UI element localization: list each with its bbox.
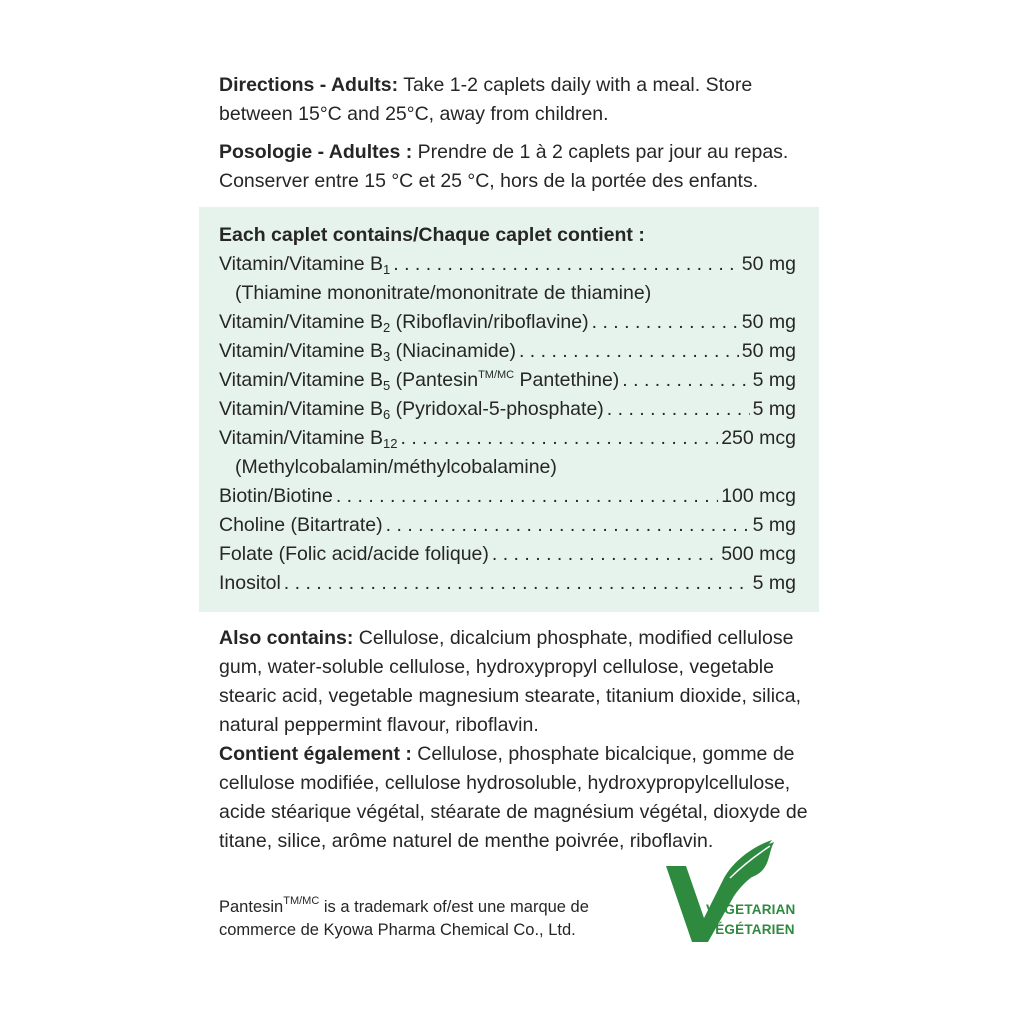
also-contains-label-fr: Contient également : — [219, 743, 412, 765]
ingredient-subscript: 3 — [383, 349, 391, 364]
ingredient-name — [219, 250, 390, 279]
ingredient-amount: 5 mg — [752, 369, 796, 391]
ingredient-row — [219, 308, 796, 337]
ingredient-source: (Thiamine mononitrate/mononitrate de thiamine) — [235, 282, 652, 304]
directions-label-en: Directions - Adults: — [219, 74, 399, 96]
ingredient-amount: 50 mg — [741, 253, 796, 275]
ingredient-name — [219, 482, 333, 511]
ingredient-subscript: 12 — [383, 436, 398, 451]
also-contains-en — [219, 624, 809, 740]
ingredient-row — [219, 540, 796, 569]
ingredient-row — [219, 250, 796, 279]
ingredients-list — [219, 250, 796, 598]
dot-leader — [622, 366, 749, 395]
ingredient-name — [219, 511, 383, 540]
ingredient-row — [219, 511, 796, 540]
dot-leader — [592, 308, 739, 337]
ingredients-heading: Each caplet contains/Chaque caplet contient : — [219, 224, 645, 246]
ingredient-amount: 100 mcg — [721, 485, 796, 507]
vegetarian-label-fr: VÉGÉTARIEN — [706, 922, 795, 937]
ingredient-amount: 50 mg — [741, 340, 796, 362]
ingredient-name — [219, 366, 619, 395]
also-contains-label-en: Also contains: — [219, 627, 354, 649]
ingredient-amount: 250 mcg — [721, 427, 796, 449]
also-contains-text-fr: Cellulose, phosphate bicalcique, gomme de cellulose modifiée, cellulose hydrosoluble, hydroxypropylcellulose, acide stéarique végétal, stéarate de magnésium végétal, dioxyde de titane, silice, arôme naturel de menthe poivrée, riboflavin. — [219, 743, 808, 852]
ingredient-name-text: Vitamin/Vitamine B — [219, 398, 384, 420]
dot-leader — [386, 511, 750, 540]
ingredient-name — [219, 424, 398, 453]
ingredient-form: (Pantesin — [390, 369, 479, 391]
trademark-sup: TM/MC — [283, 895, 320, 907]
directions-text-en: Take 1-2 caplets daily with a meal. Store between 15°C and 25°C, away from children. — [219, 74, 753, 125]
dot-leader — [284, 569, 750, 598]
directions-adults-en — [219, 71, 819, 129]
ingredient-amount: 5 mg — [752, 514, 796, 536]
directions-text-fr: Prendre de 1 à 2 caplets par jour au repas. Conserver entre 15 °C et 25 °C, hors de la portée des enfants. — [219, 141, 789, 192]
ingredient-note — [219, 279, 796, 308]
dot-leader — [607, 395, 750, 424]
ingredient-form: (Pyridoxal-5-phosphate) — [390, 398, 604, 420]
ingredient-row — [219, 482, 796, 511]
ingredient-form: (Riboflavin/riboflavine) — [390, 311, 589, 333]
dot-leader — [393, 250, 739, 279]
also-contains-text-en: Cellulose, dicalcium phosphate, modified cellulose gum, water-soluble cellulose, hydroxypropyl cellulose, vegetable stearic acid, vegetable magnesium stearate, titanium dioxide, silica, natural peppermint flavour, riboflavin. — [219, 627, 802, 736]
ingredient-amount: 5 mg — [752, 572, 796, 594]
trademark-note — [219, 896, 659, 942]
trademark-superscript: TM/MC — [478, 369, 515, 381]
ingredient-name-text: Vitamin/Vitamine B — [219, 311, 384, 333]
ingredient-name — [219, 540, 489, 569]
ingredient-row — [219, 395, 796, 424]
ingredient-name — [219, 569, 281, 598]
ingredient-name — [219, 337, 516, 366]
dot-leader — [519, 337, 739, 366]
ingredient-row — [219, 366, 796, 395]
ingredient-name-text: Vitamin/Vitamine B — [219, 427, 384, 449]
ingredient-subscript: 1 — [383, 262, 391, 277]
ingredient-name-text: Choline (Bitartrate) — [219, 514, 383, 536]
ingredient-subscript: 6 — [383, 407, 391, 422]
trademark-name: Pantesin — [219, 898, 284, 916]
ingredient-name-text: Inositol — [219, 572, 281, 594]
trademark-text: is a trademark of/est une marque de commerce de Kyowa Pharma Chemical Co., Ltd. — [219, 898, 589, 939]
ingredient-name-text: Vitamin/Vitamine B — [219, 369, 384, 391]
ingredient-subscript: 5 — [383, 378, 391, 393]
ingredient-amount: 5 mg — [752, 398, 796, 420]
ingredient-form: Pantethine) — [514, 369, 620, 391]
ingredient-row — [219, 424, 796, 453]
vegetarian-label-en: VEGETARIAN — [706, 902, 796, 917]
directions-adults-fr — [219, 138, 799, 196]
ingredient-source: (Methylcobalamin/méthylcobalamine) — [235, 456, 557, 478]
ingredient-amount: 500 mcg — [721, 543, 796, 565]
ingredient-name-text: Vitamin/Vitamine B — [219, 253, 384, 275]
ingredient-name-text: Biotin/Biotine — [219, 485, 333, 507]
ingredient-row — [219, 569, 796, 598]
dot-leader — [401, 424, 719, 453]
ingredient-subscript: 2 — [383, 320, 391, 335]
ingredient-name — [219, 395, 604, 424]
dot-leader — [336, 482, 718, 511]
ingredient-row — [219, 337, 796, 366]
directions-label-fr: Posologie - Adultes : — [219, 141, 413, 163]
dot-leader — [492, 540, 718, 569]
ingredient-form: (Niacinamide) — [390, 340, 516, 362]
ingredient-name-text: Folate (Folic acid/acide folique) — [219, 543, 489, 565]
ingredient-name-text: Vitamin/Vitamine B — [219, 340, 384, 362]
ingredient-name — [219, 308, 589, 337]
ingredient-amount: 50 mg — [741, 311, 796, 333]
ingredient-note — [219, 453, 796, 482]
